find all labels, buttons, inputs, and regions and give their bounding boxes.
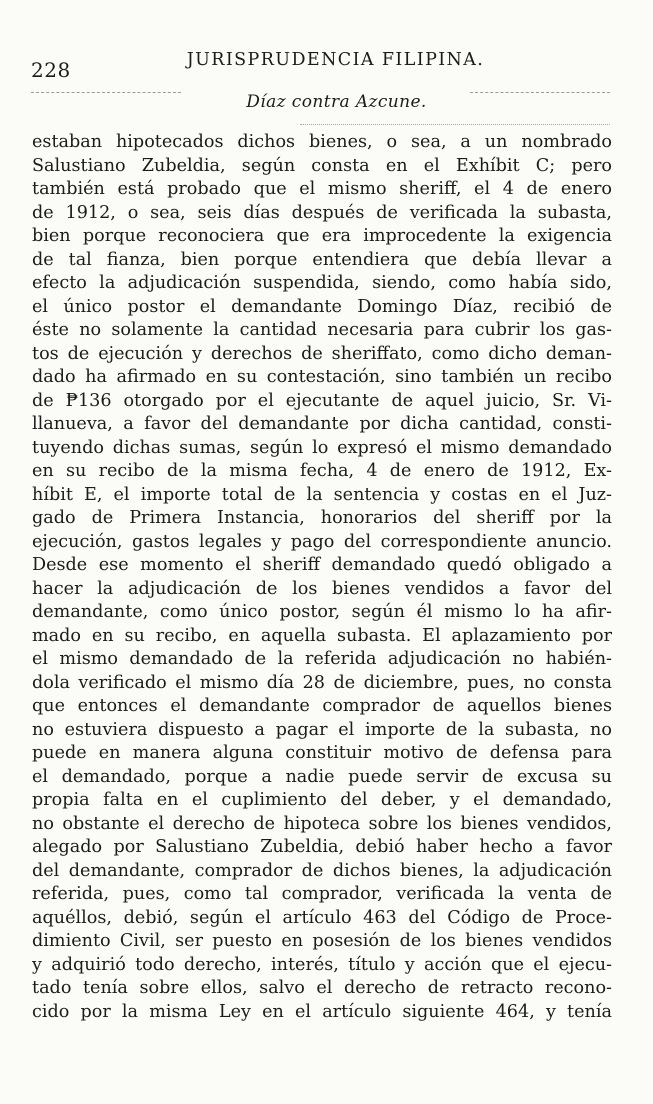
text-line: que entonces el demandante comprador de aquellos bienes [32,696,612,716]
text-line: Desde ese momento el sheriff demandado quedó obligado a [32,555,612,575]
page-number: 228 [31,58,71,82]
text-line: referida, pues, como tal comprador, verificada la venta de [32,884,612,904]
text-line: tuyendo dichas sumas, según lo expresó el mismo demandado [32,437,612,458]
text-line: éste no solamente la cantidad necesaria para cubrir los gas- [32,320,612,340]
text-line: alegado por Salustiano Zubeldia, debió haber hecho a favor [32,837,612,857]
text-line: hacer la adjudicación de los bienes vendidos a favor del [32,578,612,599]
text-line: híbit E, el importe total de la sentencia y costas en el Juz- [32,484,612,505]
text-line: estaban hipotecados dichos bienes, o sea, a un nombrado [32,132,612,152]
text-line: puede en manera alguna constituir motivo de defensa para [32,743,612,763]
text-line: mado en su recibo, en aquella subasta. El aplazamiento por [32,625,612,646]
text-line: Salustiano Zubeldia, según consta en el Exhíbit C; pero [32,155,612,176]
case-title: Díaz contra Azcune. [246,92,427,112]
text-line: el mismo demandado de la referida adjudicación no habién- [32,649,612,669]
text-line: el único postor el demandante Domingo Díaz, recibió de [32,296,612,317]
text-line: tado tenía sobre ellos, salvo el derecho de retracto recono- [32,978,612,998]
text-line: también está probado que el mismo sheriff, el 4 de enero [32,179,612,199]
text-line: cido por la misma Ley en el artículo siguiente 464, y tenía [32,1001,612,1022]
text-line: gado de Primera Instancia, honorarios del sheriff por la [32,508,612,528]
text-line: llanueva, a favor del demandante por dicha cantidad, consti- [32,414,612,434]
text-line: del demandante, comprador de dichos bienes, la adjudicación [32,860,612,881]
text-line: de tal fianza, bien porque entendiera que debía llevar a [32,249,612,270]
text-line: no estuviera dispuesto a pagar el importe de la subasta, no [32,719,612,740]
running-title: JURISPRUDENCIA FILIPINA. [186,50,485,70]
text-line: y adquirió todo derecho, interés, título y acción que el ejecu- [32,954,612,975]
text-line: de 1912, o sea, seis días después de verificada la subasta, [32,202,612,223]
text-line: demandante, como único postor, según él mismo lo ha afir- [32,602,612,622]
text-line: efecto la adjudicación suspendida, siendo, como había sido, [32,273,612,293]
text-line: propia falta en el cuplimiento del deber, y el demandado, [32,790,612,810]
text-line: en su recibo de la misma fecha, 4 de enero de 1912, Ex- [32,461,612,481]
text-line: de ₱136 otorgado por el ejecutante de aquel juicio, Sr. Vi- [32,390,612,411]
text-line: ejecución, gastos legales y pago del correspondiente anuncio. [32,531,612,552]
body-text [32,131,612,1041]
text-line: tos de ejecución y derechos de sheriffato, como dicho deman- [32,343,612,364]
text-line: dimiento Civil, ser puesto en posesión de los bienes vendidos [32,931,612,951]
text-line: no obstante el derecho de hipoteca sobre los bienes vendidos, [32,813,612,834]
text-line: dola verificado el mismo día 28 de diciembre, pues, no consta [32,672,612,693]
text-line: bien porque reconociera que era improcedente la exigencia [32,226,612,246]
subtitle-rule [300,124,610,125]
text-line: dado ha afirmado en su contestación, sino también un recibo [32,367,612,387]
text-line: el demandado, porque a nadie puede servir de excusa su [32,766,612,787]
text-line: aquéllos, debió, según el artículo 463 del Código de Proce- [32,907,612,928]
